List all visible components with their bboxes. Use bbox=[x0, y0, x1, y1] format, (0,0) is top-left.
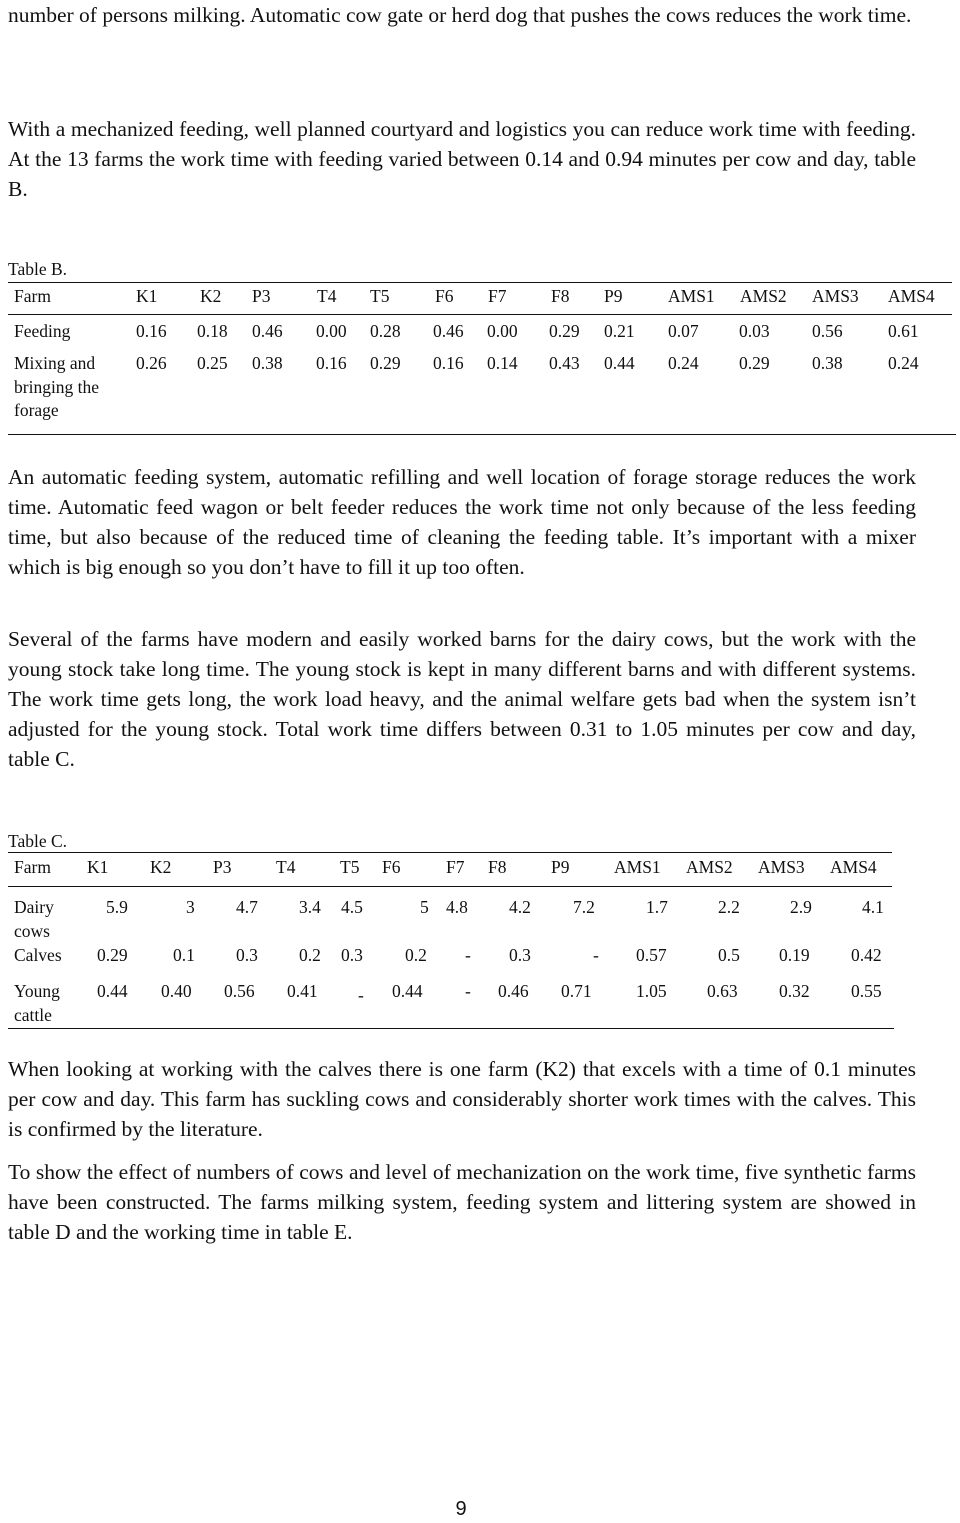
table-b-header-rule bbox=[8, 314, 952, 315]
table-cell: - bbox=[465, 981, 471, 1001]
table-c-header-cell: F8 bbox=[488, 857, 507, 877]
table-b-header-cell: K1 bbox=[136, 286, 158, 306]
table-b-header-cell: AMS2 bbox=[740, 286, 787, 306]
paragraph-synthetic-farms: To show the effect of numbers of cows and level of mechanization on the work time, five synthetic farms have been constructed. The farms milking system, feeding system and littering system are showed in table D and the working time in table E. bbox=[8, 1160, 916, 1244]
table-cell: 0.1 bbox=[173, 945, 195, 965]
paragraph-calves: When looking at working with the calves there is one farm (K2) that excels with a time of 0.1 minutes per cow and day. This farm has suckling cows and considerably shorter work times with the calves. This is confirmed by the literature. bbox=[8, 1057, 916, 1141]
table-b-bottom-rule bbox=[8, 434, 956, 435]
table-cell: 0.14 bbox=[487, 353, 518, 373]
table-cell: 0.16 bbox=[136, 321, 167, 341]
table-cell: 0.25 bbox=[197, 353, 228, 373]
table-cell: 0.44 bbox=[604, 353, 635, 373]
table-cell: 0.16 bbox=[433, 353, 464, 373]
paragraph-feeding-mechanization: With a mechanized feeding, well planned courtyard and logistics you can reduce work time with feeding. At the 13 farms the work time with feeding varied between 0.14 and 0.94 minutes per cow and day, table B. bbox=[8, 117, 916, 201]
table-cell: 2.9 bbox=[790, 897, 812, 917]
table-c-header-cell: K1 bbox=[87, 857, 109, 877]
table-c-row-label: Calves bbox=[14, 945, 62, 965]
table-cell: 0.03 bbox=[739, 321, 770, 341]
table-cell: 0.44 bbox=[392, 981, 423, 1001]
table-cell: 0.46 bbox=[498, 981, 529, 1001]
table-cell: 0.46 bbox=[433, 321, 464, 341]
table-cell: 2.2 bbox=[718, 897, 740, 917]
page-number: 9 bbox=[455, 1498, 467, 1520]
table-c-header-cell: K2 bbox=[150, 857, 172, 877]
table-cell: 0.41 bbox=[287, 981, 318, 1001]
table-b-header-cell: Farm bbox=[14, 286, 51, 306]
table-cell: 0.16 bbox=[316, 353, 347, 373]
table-c-header-cell: AMS2 bbox=[686, 857, 733, 877]
table-b-row-label: Mixing and bringing the forage bbox=[14, 353, 100, 420]
table-cell: 4.2 bbox=[509, 897, 531, 917]
table-cell: 0.40 bbox=[161, 981, 192, 1001]
table-c-header-cell: F7 bbox=[446, 857, 465, 877]
table-cell: 0.63 bbox=[707, 981, 738, 1001]
table-b-caption: Table B. bbox=[8, 259, 68, 279]
table-cell: - bbox=[593, 945, 599, 965]
table-cell: 0.38 bbox=[252, 353, 283, 373]
table-b-header-cell: F7 bbox=[488, 286, 507, 306]
table-b-header-cell: T4 bbox=[317, 286, 337, 306]
table-cell: 4.8 bbox=[446, 897, 468, 917]
table-cell: 0.56 bbox=[224, 981, 255, 1001]
table-cell: 0.5 bbox=[718, 945, 740, 965]
table-cell: 0.26 bbox=[136, 353, 167, 373]
table-cell: 0.57 bbox=[636, 945, 667, 965]
table-c-header-cell: Farm bbox=[14, 857, 51, 877]
table-cell: 0.3 bbox=[236, 945, 258, 965]
table-cell: 4.1 bbox=[862, 897, 884, 917]
table-c-header-cell: T4 bbox=[276, 857, 296, 877]
table-b-header-cell: F8 bbox=[551, 286, 570, 306]
table-cell: 0.3 bbox=[341, 945, 363, 965]
table-cell: 0.24 bbox=[668, 353, 699, 373]
table-b-header-cell: AMS1 bbox=[668, 286, 715, 306]
table-c-header-cell: AMS4 bbox=[830, 857, 877, 877]
table-cell: 0.29 bbox=[549, 321, 580, 341]
table-cell: 1.7 bbox=[646, 897, 668, 917]
paragraph-young-stock: Several of the farms have modern and easily worked barns for the dairy cows, but the work with the young stock take long time. The young stock is kept in many different barns and with different systems. The work time gets long, the work load heavy, and the animal welfare gets bad when the system isn’t adjusted for the young stock. Total work time differs between 0.31 to 1.05 minutes per cow and day, table C. bbox=[8, 627, 916, 771]
table-cell: 0.24 bbox=[888, 353, 919, 373]
table-c-header-cell: AMS3 bbox=[758, 857, 805, 877]
paragraph-continued: number of persons milking. Automatic cow gate or herd dog that pushes the cows reduces the work time. bbox=[8, 3, 912, 27]
table-b-header-cell: F6 bbox=[435, 286, 454, 306]
table-b-row-label: Feeding bbox=[14, 321, 71, 341]
table-cell: 1.05 bbox=[636, 981, 667, 1001]
table-c-row-label: Dairy cows bbox=[14, 897, 54, 941]
table-cell: 0.07 bbox=[668, 321, 699, 341]
table-cell: 0.19 bbox=[779, 945, 810, 965]
table-cell: 0.29 bbox=[97, 945, 128, 965]
table-cell: 0.44 bbox=[97, 981, 128, 1001]
paragraph-automatic-feeding: An automatic feeding system, automatic refilling and well location of forage storage reduces the work time. Automatic feed wagon or belt feeder reduces the work time not only because of the less feeding time, but also because of the reduced time of cleaning the feeding table. It’s important with a mixer which is big enough so you don’t have to fill it up too often. bbox=[8, 465, 916, 579]
table-cell: 7.2 bbox=[573, 897, 595, 917]
table-c-row-label: Young cattle bbox=[14, 981, 60, 1025]
table-cell: 0.2 bbox=[299, 945, 321, 965]
table-cell: 0.18 bbox=[197, 321, 228, 341]
table-cell: 0.3 bbox=[509, 945, 531, 965]
table-b-header-cell: K2 bbox=[200, 286, 222, 306]
table-b-header-cell: AMS3 bbox=[812, 286, 859, 306]
table-cell: 0.00 bbox=[316, 321, 347, 341]
table-c-top-rule bbox=[8, 852, 892, 853]
table-cell: 0.32 bbox=[779, 981, 810, 1001]
table-c-bottom-rule bbox=[8, 1028, 894, 1029]
table-cell: 0.71 bbox=[561, 981, 592, 1001]
table-cell: 0.28 bbox=[370, 321, 401, 341]
table-cell: 0.00 bbox=[487, 321, 518, 341]
table-cell: - bbox=[358, 985, 364, 1005]
table-c-header-cell: P3 bbox=[213, 857, 232, 877]
table-cell: 0.38 bbox=[812, 353, 843, 373]
table-cell: 4.5 bbox=[341, 897, 363, 917]
table-cell: 0.56 bbox=[812, 321, 843, 341]
table-cell: 5.9 bbox=[106, 897, 128, 917]
table-c-header-rule bbox=[8, 886, 892, 887]
table-cell: 0.29 bbox=[370, 353, 401, 373]
table-b-header-cell: P9 bbox=[604, 286, 623, 306]
table-cell: 5 bbox=[420, 897, 429, 917]
table-c-header-cell: F6 bbox=[382, 857, 401, 877]
table-cell: 3 bbox=[186, 897, 195, 917]
table-b-top-rule bbox=[8, 282, 952, 283]
table-cell: 0.21 bbox=[604, 321, 635, 341]
table-c-header-cell: AMS1 bbox=[614, 857, 661, 877]
table-c-caption: Table C. bbox=[8, 831, 68, 851]
table-cell: 0.42 bbox=[851, 945, 882, 965]
table-cell: - bbox=[465, 945, 471, 965]
table-b-header-cell: AMS4 bbox=[888, 286, 935, 306]
table-cell: 0.2 bbox=[405, 945, 427, 965]
table-c-header-cell: T5 bbox=[340, 857, 360, 877]
table-c-header-cell: P9 bbox=[551, 857, 570, 877]
table-cell: 0.46 bbox=[252, 321, 283, 341]
table-b-header-cell: P3 bbox=[252, 286, 271, 306]
table-cell: 0.29 bbox=[739, 353, 770, 373]
table-cell: 3.4 bbox=[299, 897, 321, 917]
table-cell: 0.55 bbox=[851, 981, 882, 1001]
table-b-header-cell: T5 bbox=[370, 286, 390, 306]
table-cell: 0.61 bbox=[888, 321, 919, 341]
table-cell: 0.43 bbox=[549, 353, 580, 373]
table-cell: 4.7 bbox=[236, 897, 258, 917]
